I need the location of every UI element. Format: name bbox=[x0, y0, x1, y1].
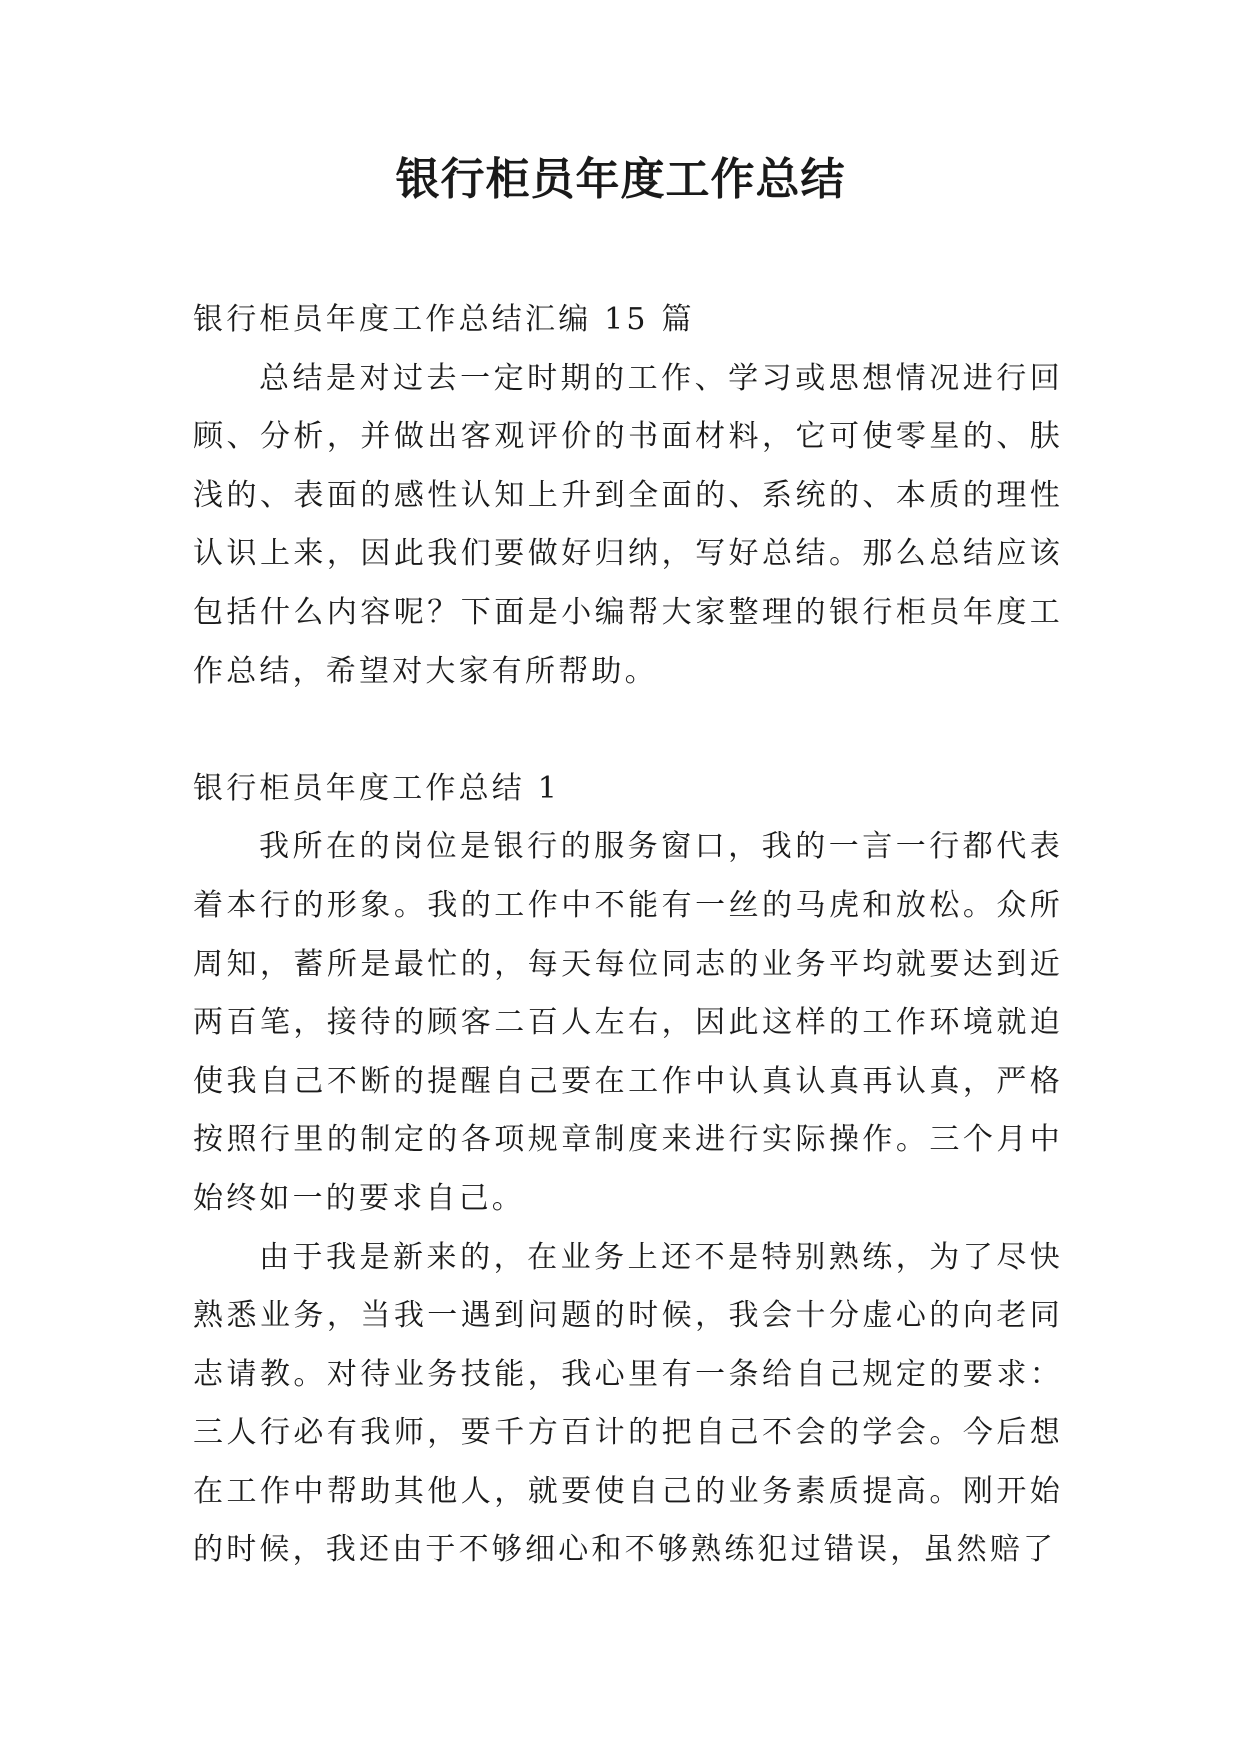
collection-subtitle: 银行柜员年度工作总结汇编 15 篇 bbox=[193, 302, 695, 337]
document-title: 银行柜员年度工作总结 bbox=[395, 154, 846, 205]
section-spacer bbox=[193, 701, 1063, 760]
document-body bbox=[193, 291, 1063, 1580]
section-paragraph-2: 由于我是新来的，在业务上还不是特别熟练，为了尽快熟悉业务，当我一遇到问题的时候，我会十分虚心的向老同志请教。对待业务技能，我心里有一条给自己规定的要求：三人行必有我师，要千方百计的把自己不会的学会。今后想在工作中帮助其他人，就要使自己的业务素质提高。刚开始的时候，我还由于不够细心和不够熟练犯过错误，虽然赔了 bbox=[193, 1239, 1063, 1568]
section-paragraph-1: 我所在的岗位是银行的服务窗口，我的一言一行都代表着本行的形象。我的工作中不能有一丝的马虎和放松。众所周知，蓄所是最忙的，每天每位同志的业务平均就要达到近两百笔，接待的顾客二百人左右，因此这样的工作环境就迫使我自己不断的提醒自己要在工作中认真认真再认真，严格按照行里的制定的各项规章制度来进行实际操作。三个月中始终如一的要求自己。 bbox=[193, 829, 1063, 1216]
section-heading: 银行柜员年度工作总结 1 bbox=[193, 770, 561, 806]
intro-paragraph: 总结是对过去一定时期的工作、学习或思想情况进行回顾、分析，并做出客观评价的书面材料，它可使零星的、肤浅的、表面的感性认知上升到全面的、系统的、本质的理性认识上来，因此我们要做好归纳，写好总结。那么总结应该包括什么内容呢？下面是小编帮大家整理的银行柜员年度工作总结，希望对大家有所帮助。 bbox=[193, 360, 1063, 689]
